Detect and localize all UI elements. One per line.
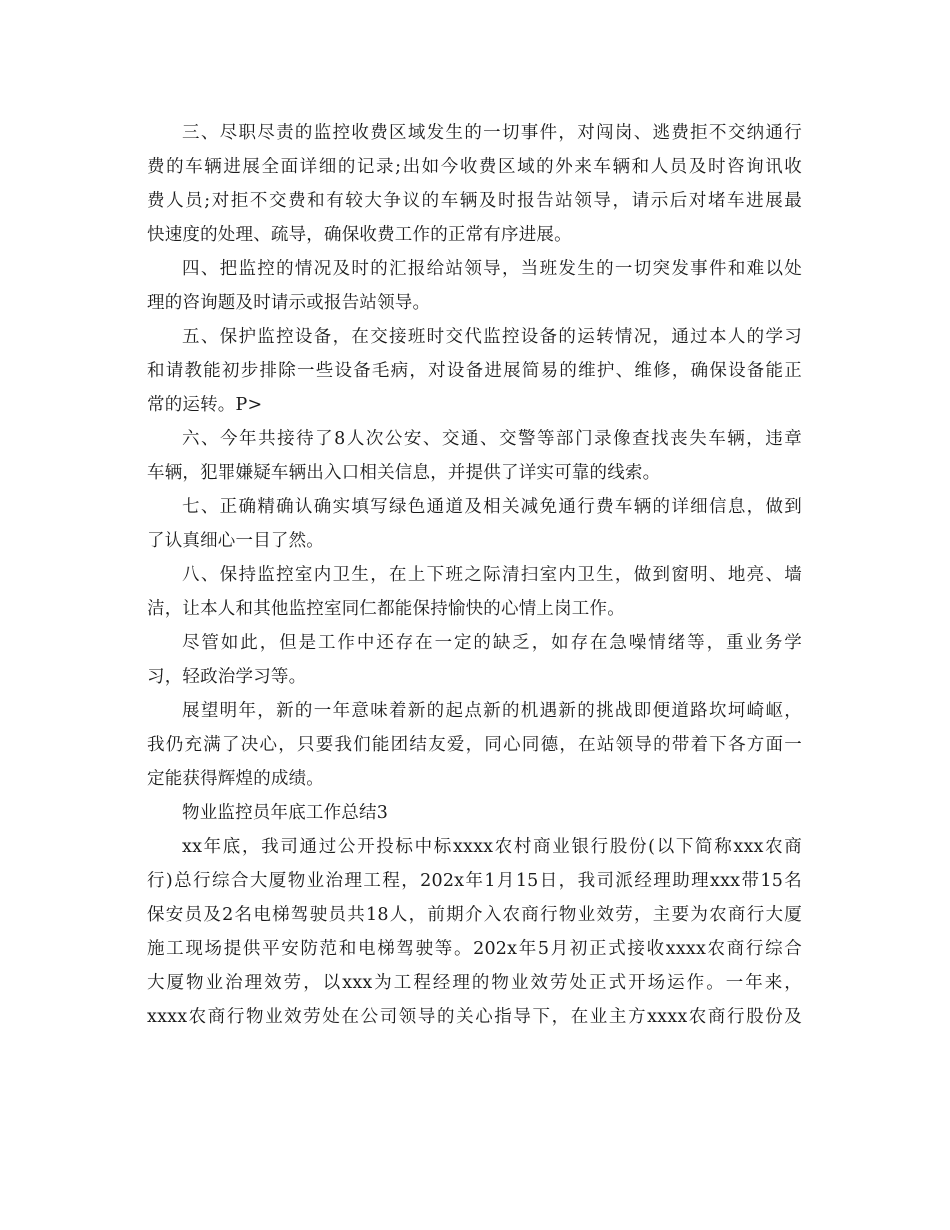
paragraph-summary-line-5: 大厦物业治理效劳，以xxx为工程经理的物业效劳处正式开场运作。一年来，: [147, 973, 802, 993]
paragraph-8-line-2: 洁，让本人和其他监控室同仁都能保持愉快的心情上岗工作。: [147, 599, 625, 619]
paragraph-outlook-line-2: 我仍充满了决心，只要我们能团结友爱，同心同德，在站领导的带着下各方面一: [147, 735, 802, 755]
paragraph-outlook-line-3: 定能获得辉煌的成绩。: [147, 769, 324, 789]
paragraph-7-line-1: 七、正确精确认确实填写绿色通道及相关减免通行费车辆的详细信息，做到: [182, 497, 802, 517]
paragraph-5-line-3: 常的运转。P>: [147, 395, 263, 415]
paragraph-summary-line-2: 行)总行综合大厦物业治理工程，202x年1月15日，我司派经理助理xxx带15名: [147, 871, 802, 891]
paragraph-6-line-2: 车辆，犯罪嫌疑车辆出入口相关信息，并提供了详实可靠的线索。: [147, 463, 661, 483]
paragraph-shortcomings-line-2: 习，轻政治学习等。: [147, 667, 307, 687]
paragraph-summary-line-1: xx年底，我司通过公开投标中标xxxx农村商业银行股份(以下简称xxx农商: [182, 837, 802, 857]
paragraph-5-line-2: 和请教能初步排除一些设备毛病，对设备进展简易的维护、维修，确保设备能正: [147, 361, 802, 381]
document-body: [147, 116, 802, 1034]
paragraph-outlook-line-1: 展望明年，新的一年意味着新的起点新的机遇新的挑战即便道路坎坷崎岖，: [182, 701, 802, 721]
paragraph-3-line-2: 费的车辆进展全面详细的记录;出如今收费区域的外来车辆和人员及时咨询讯收: [147, 157, 802, 177]
paragraph-shortcomings-line-1: 尽管如此，但是工作中还存在一定的缺乏，如存在急噪情绪等，重业务学: [182, 633, 802, 653]
paragraph-8-line-1: 八、保持监控室内卫生，在上下班之际清扫室内卫生，做到窗明、地亮、墙: [182, 565, 802, 585]
paragraph-summary-line-3: 保安员及2名电梯驾驶员共18人，前期介入农商行物业效劳，主要为农商行大厦: [147, 905, 802, 925]
paragraph-6-line-1: 六、今年共接待了8人次公安、交通、交警等部门录像查找丧失车辆，违章: [182, 429, 802, 449]
paragraph-4-line-2: 理的咨询题及时请示或报告站领导。: [147, 293, 431, 313]
paragraph-5-line-1: 五、保护监控设备，在交接班时交代监控设备的运转情况，通过本人的学习: [182, 327, 802, 347]
paragraph-3-line-4: 快速度的处理、疏导，确保收费工作的正常有序进展。: [147, 225, 572, 245]
paragraph-3-line-1: 三、尽职尽责的监控收费区域发生的一切事件，对闯岗、逃费拒不交纳通行: [182, 123, 802, 143]
paragraph-summary-line-4: 施工现场提供平安防范和电梯驾驶等。202x年5月初正式接收xxxx农商行综合: [147, 939, 802, 959]
paragraph-summary-line-6: xxxx农商行物业效劳处在公司领导的关心指导下，在业主方xxxx农商行股份及: [147, 1007, 802, 1027]
paragraph-3-line-3: 费人员;对拒不交费和有较大争议的车辆及时报告站领导，请示后对堵车进展最: [147, 191, 802, 211]
paragraph-4-line-1: 四、把监控的情况及时的汇报给站领导，当班发生的一切突发事件和难以处: [182, 259, 802, 279]
paragraph-7-line-2: 了认真细心一目了然。: [147, 531, 324, 551]
section-heading: 物业监控员年底工作总结3: [182, 803, 389, 823]
